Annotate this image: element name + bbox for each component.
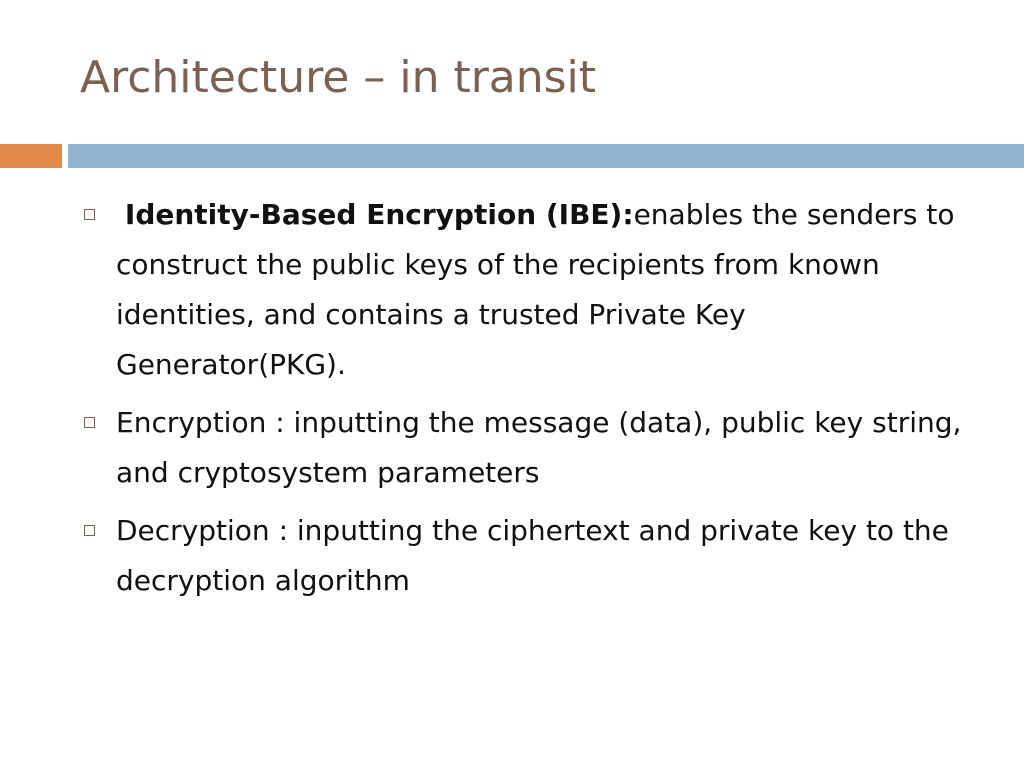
bullet-text: Decryption : inputting the ciphertext and private key to the decryption algorithm	[116, 514, 949, 597]
slide-title: Architecture – in transit	[80, 52, 597, 103]
accent-bar	[0, 144, 62, 168]
hollow-square-icon	[84, 209, 95, 220]
bullet-text: enables the senders to construct the public keys of the recipients from known identities, and contains a trusted Private Key Generator(PKG).	[116, 198, 955, 381]
bullet-text: Encryption : inputting the message (data), public key string, and cryptosystem parameters	[116, 406, 962, 489]
hollow-square-icon	[84, 417, 95, 428]
hollow-square-icon	[84, 525, 95, 536]
title-divider-bar	[68, 144, 1024, 168]
bullet-item-encryption	[80, 398, 980, 498]
bullet-bold-lead: Identity-Based Encryption (IBE):	[124, 198, 634, 231]
bullet-list	[80, 190, 980, 614]
bullet-item-ibe	[80, 190, 980, 390]
bullet-item-decryption	[80, 506, 980, 606]
